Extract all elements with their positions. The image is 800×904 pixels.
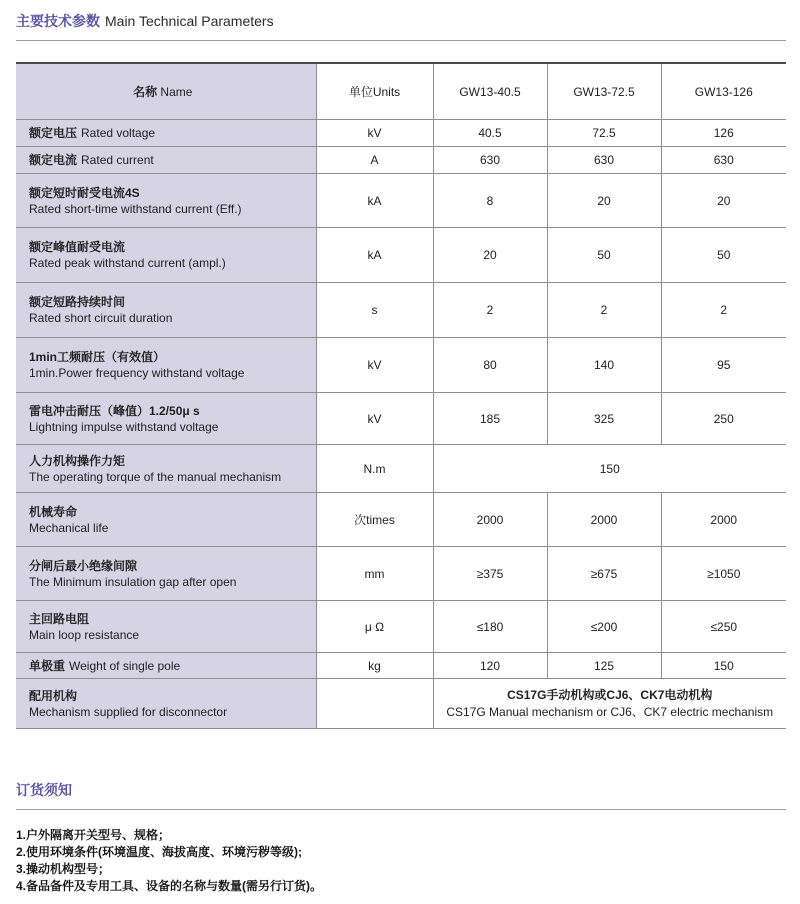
table-row: [16, 445, 786, 493]
list-item: 4.备品备件及专用工具、设备的名称与数量(需另行订货)。: [16, 879, 323, 893]
value-cell: 80: [433, 338, 547, 393]
param-name: 单极重 Weight of single pole: [16, 653, 316, 679]
value-cell: 2000: [547, 493, 661, 547]
unit-cell: [316, 679, 433, 729]
table-row: [16, 174, 786, 228]
table-row: [16, 679, 786, 729]
value-cell: 20: [661, 174, 786, 228]
unit-cell: kg: [316, 653, 433, 679]
value-cell: ≤200: [547, 601, 661, 653]
value-cell: 2: [547, 283, 661, 338]
param-name: 额定电压 Rated voltage: [16, 120, 316, 147]
value-cell: 150: [661, 653, 786, 679]
value-cell: 630: [433, 147, 547, 174]
merged-value-cell: CS17G手动机构或CJ6、CK7电动机构 CS17G Manual mechanism or CJ6、CK7 electric mechanism: [433, 679, 786, 729]
page-title-en: Main Technical Parameters: [105, 13, 274, 29]
value-cell: 140: [547, 338, 661, 393]
value-cell: 325: [547, 393, 661, 445]
unit-cell: kA: [316, 174, 433, 228]
value-cell: 8: [433, 174, 547, 228]
ordering-section-title: 订货须知: [16, 782, 72, 798]
table-row: [16, 493, 786, 547]
unit-cell: mm: [316, 547, 433, 601]
value-cell: ≥375: [433, 547, 547, 601]
table-row: [16, 547, 786, 601]
param-name: 人力机构操作力矩 The operating torque of the manual mechanism: [16, 445, 316, 493]
header-model-1: GW13-40.5: [433, 63, 547, 120]
table-row: [16, 147, 786, 174]
header-model-3: GW13-126: [661, 63, 786, 120]
unit-cell: N.m: [316, 445, 433, 493]
page-title: [16, 12, 786, 30]
value-cell: 95: [661, 338, 786, 393]
title-divider: [16, 40, 786, 41]
value-cell: ≤180: [433, 601, 547, 653]
value-cell: 630: [547, 147, 661, 174]
value-cell: 126: [661, 120, 786, 147]
param-name: 雷电冲击耐压（峰值）1.2/50μ s Lightning impulse withstand voltage: [16, 393, 316, 445]
header-name-en: Name: [160, 84, 193, 99]
value-cell: 2: [433, 283, 547, 338]
value-cell: 120: [433, 653, 547, 679]
list-item: 3.操动机构型号；: [16, 862, 111, 876]
value-cell: 250: [661, 393, 786, 445]
unit-cell: s: [316, 283, 433, 338]
table-header-row: [16, 63, 786, 120]
parameters-table: [16, 62, 786, 729]
header-model-2: GW13-72.5: [547, 63, 661, 120]
param-name: 1min工频耐压（有效值） 1min.Power frequency withstand voltage: [16, 338, 316, 393]
value-cell: 20: [433, 228, 547, 283]
value-cell: 40.5: [433, 120, 547, 147]
value-cell: ≥675: [547, 547, 661, 601]
table-row: [16, 393, 786, 445]
header-name-zh: 名称: [133, 84, 158, 99]
param-name: 主回路电阻 Main loop resistance: [16, 601, 316, 653]
value-cell: ≥1050: [661, 547, 786, 601]
ordering-divider: [16, 809, 786, 810]
value-cell: 2000: [661, 493, 786, 547]
unit-cell: A: [316, 147, 433, 174]
unit-cell: 次times: [316, 493, 433, 547]
param-name: 配用机构 Mechanism supplied for disconnector: [16, 679, 316, 729]
param-name: 机械寿命 Mechanical life: [16, 493, 316, 547]
value-cell: 20: [547, 174, 661, 228]
table-row: [16, 338, 786, 393]
table-row: [16, 228, 786, 283]
value-cell: 2: [661, 283, 786, 338]
value-cell: 630: [661, 147, 786, 174]
ordering-notes-list: [16, 827, 786, 895]
value-cell: 2000: [433, 493, 547, 547]
header-units: 单位Units: [316, 63, 433, 120]
unit-cell: kV: [316, 393, 433, 445]
value-cell: 72.5: [547, 120, 661, 147]
value-cell: 50: [661, 228, 786, 283]
value-cell: 125: [547, 653, 661, 679]
value-cell: 185: [433, 393, 547, 445]
unit-cell: kA: [316, 228, 433, 283]
param-name: 分闸后最小绝缘间隙 The Minimum insulation gap after open: [16, 547, 316, 601]
unit-cell: kV: [316, 120, 433, 147]
param-name: 额定短路持续时间 Rated short circuit duration: [16, 283, 316, 338]
header-name: [16, 63, 316, 120]
table-row: [16, 283, 786, 338]
param-name: 额定短时耐受电流4S Rated short-time withstand current (Eff.): [16, 174, 316, 228]
value-cell: ≤250: [661, 601, 786, 653]
param-name: 额定峰值耐受电流 Rated peak withstand current (ampl.): [16, 228, 316, 283]
value-cell: 50: [547, 228, 661, 283]
param-name: 额定电流 Rated current: [16, 147, 316, 174]
list-item: 2.使用环境条件(环境温度、海拔高度、环境污秽等级);: [16, 845, 302, 859]
unit-cell: μ Ω: [316, 601, 433, 653]
merged-value-cell: 150: [433, 445, 786, 493]
document-page: [0, 12, 800, 895]
unit-cell: kV: [316, 338, 433, 393]
table-row: [16, 120, 786, 147]
table-row: [16, 653, 786, 679]
table-row: [16, 601, 786, 653]
list-item: 1.户外隔离开关型号、规格；: [16, 828, 171, 842]
page-title-zh: 主要技术参数: [16, 13, 100, 29]
